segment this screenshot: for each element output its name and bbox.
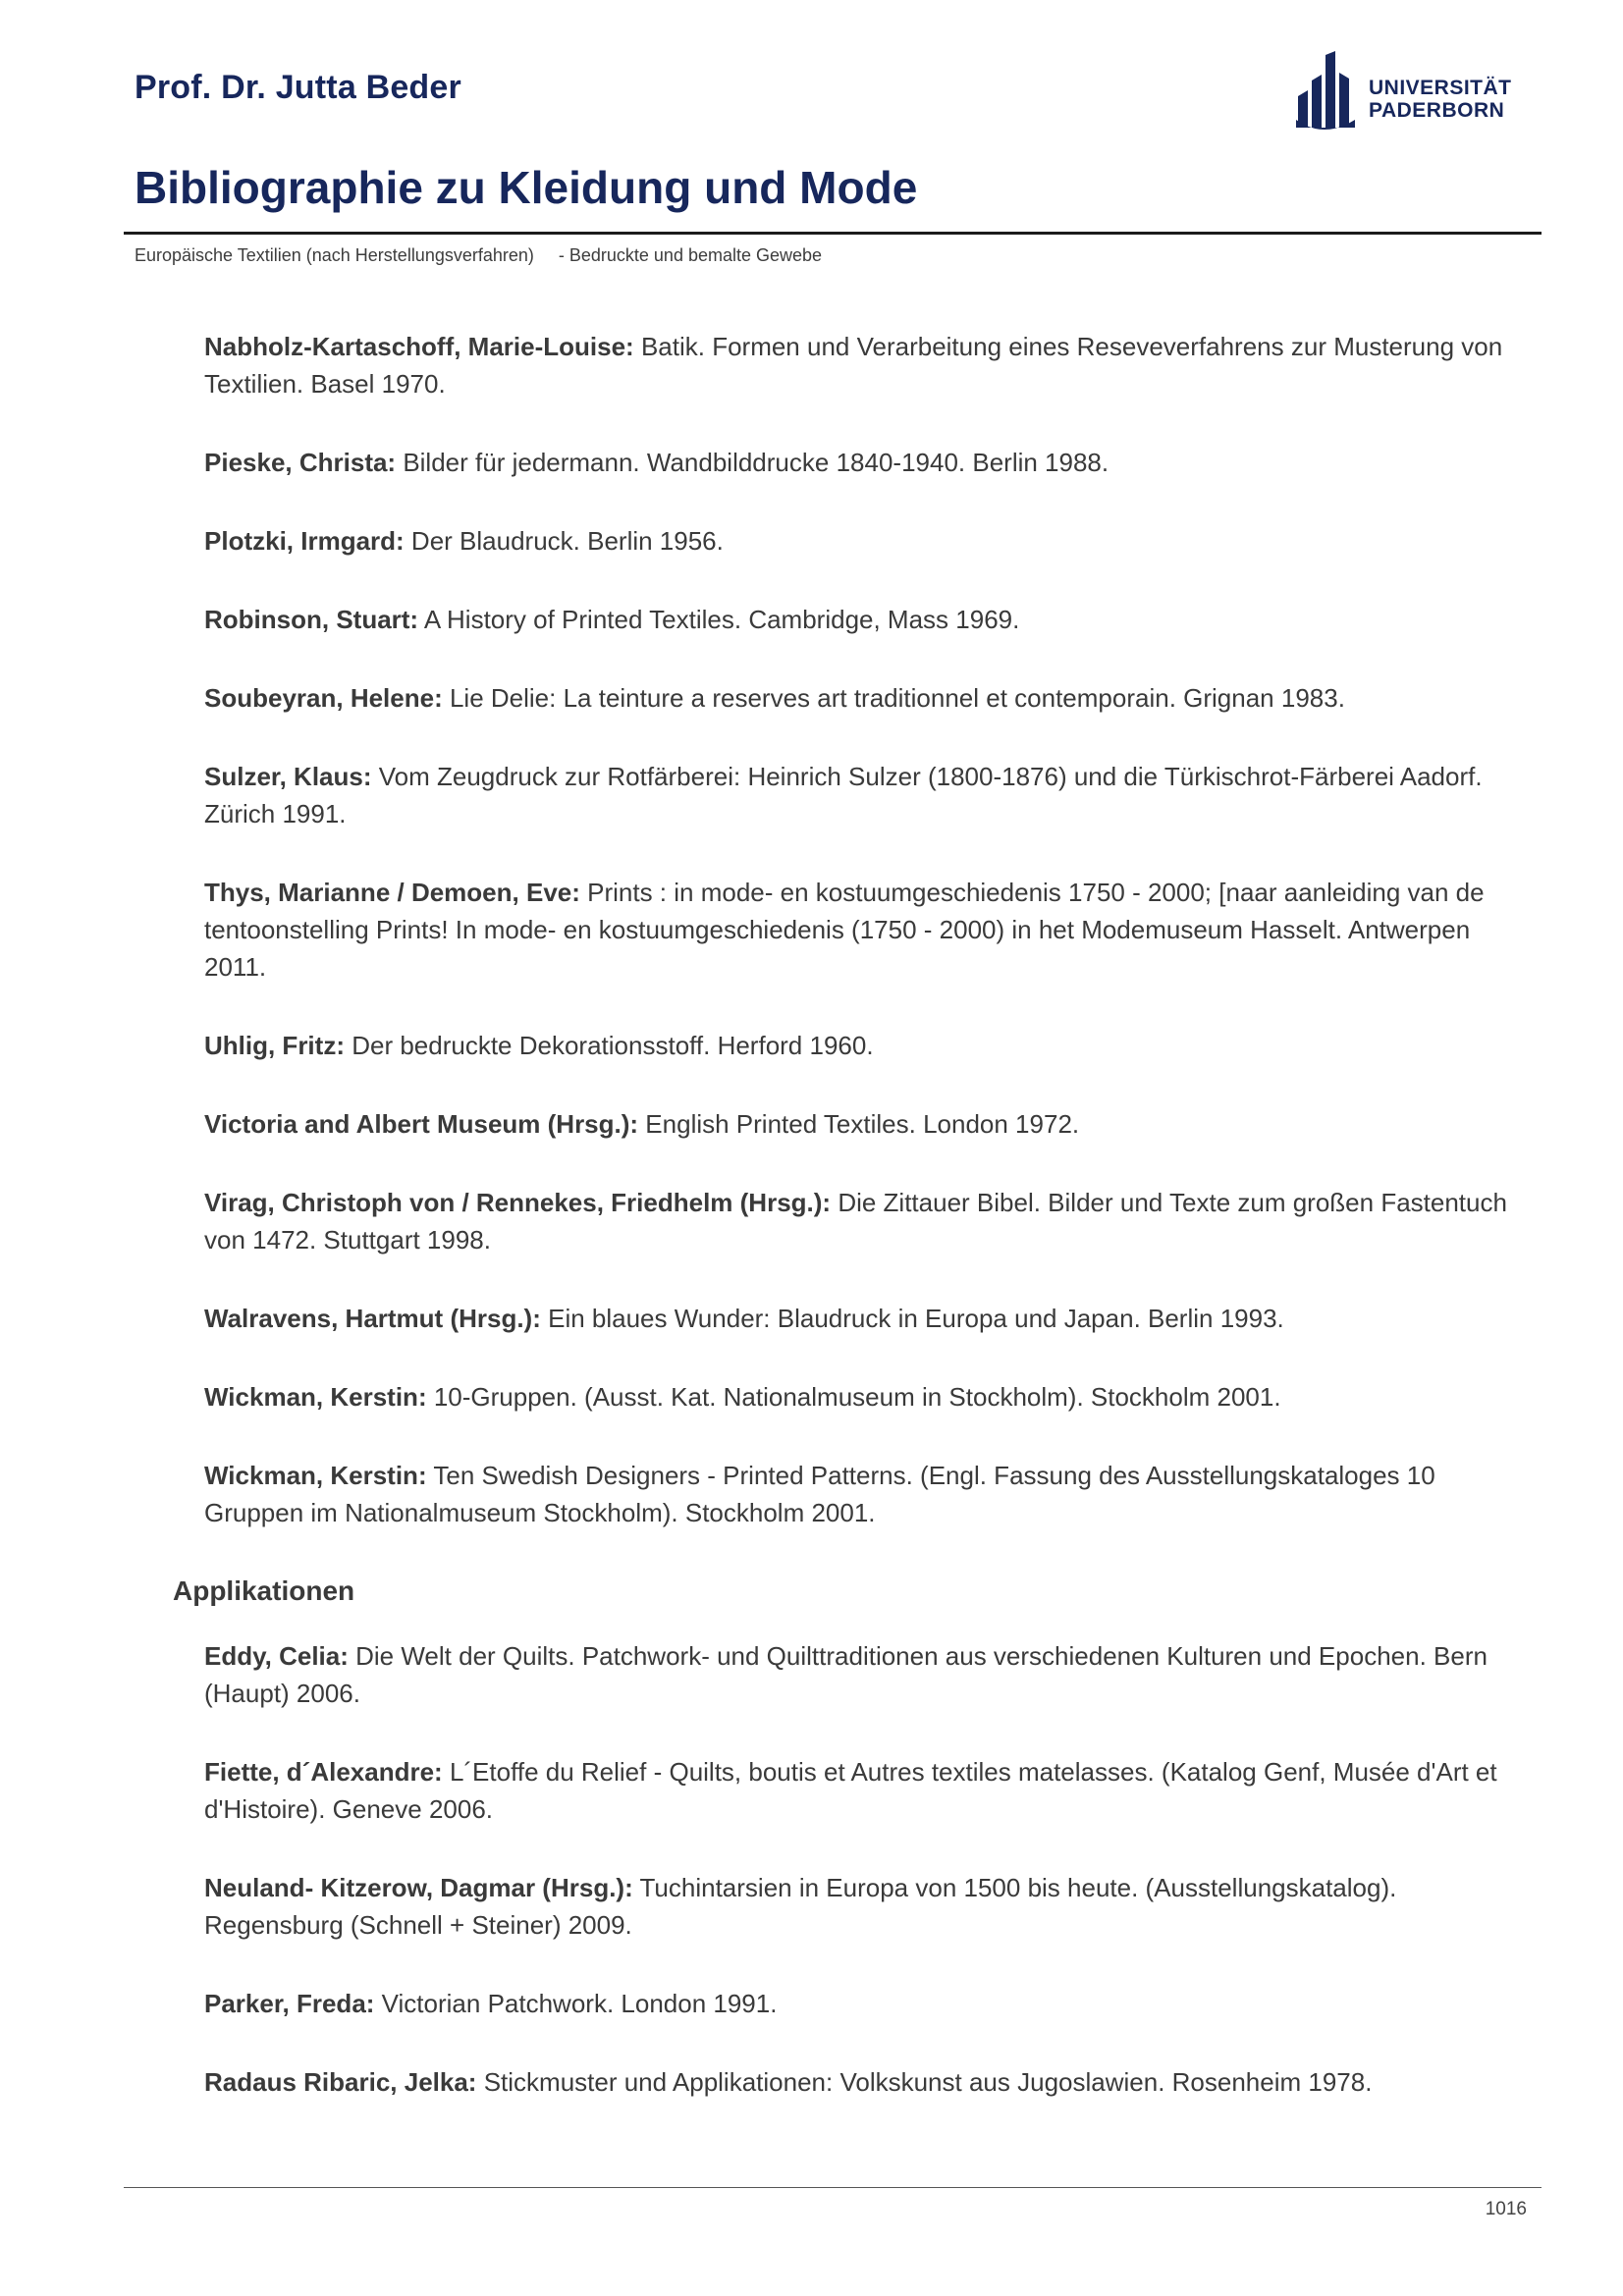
entry-author: Sulzer, Klaus: — [204, 762, 372, 791]
footer-divider — [124, 2187, 1542, 2188]
section-heading-applikationen: Applikationen — [173, 1575, 355, 1606]
bibliography-entry — [204, 1985, 1533, 2022]
entry-author: Soubeyran, Helene: — [204, 683, 443, 713]
logo-line-1: UNIVERSITÄT — [1369, 77, 1512, 99]
entry-text: A History of Printed Textiles. Cambridge, Mass 1969. — [418, 605, 1020, 634]
bibliography-entry — [204, 1869, 1533, 1944]
bibliography-entry — [204, 444, 1533, 481]
entry-text: 10-Gruppen. (Ausst. Kat. Nationalmuseum in Stockholm). Stockholm 2001. — [426, 1382, 1281, 1412]
entry-text: Tuchintarsien in Europa von 1500 bis heute. (Ausstellungskatalog). Regensburg (Schnell + Steiner) 2009. — [204, 1873, 1397, 1940]
entry-author: Walravens, Hartmut (Hrsg.): — [204, 1304, 541, 1333]
entry-text: Stickmuster und Applikationen: Volkskunst aus Jugoslawien. Rosenheim 1978. — [476, 2067, 1373, 2097]
entry-text: Der Blaudruck. Berlin 1956. — [404, 526, 724, 556]
university-logo — [1294, 51, 1530, 135]
entry-text: Lie Delie: La teinture a reserves art traditionnel et contemporain. Grignan 1983. — [442, 683, 1345, 713]
university-logo-icon — [1294, 51, 1363, 130]
bibliography-content — [173, 328, 1533, 2142]
entry-author: Radaus Ribaric, Jelka: — [204, 2067, 477, 2097]
entry-author: Pieske, Christa: — [204, 448, 397, 477]
bibliography-entry — [204, 874, 1533, 986]
applikationen-list — [173, 1637, 1533, 2101]
bibliography-entry — [204, 1027, 1533, 1064]
entry-author: Parker, Freda: — [204, 1989, 375, 2018]
breadcrumb: Europäische Textilien (nach Herstellungsverfahren) - Bedruckte und bemalte Gewebe — [135, 245, 823, 265]
entry-author: Neuland- Kitzerow, Dagmar (Hrsg.): — [204, 1873, 633, 1902]
entry-text: Ten Swedish Designers - Printed Patterns. (Engl. Fassung des Ausstellungskataloges 10 Gruppen im Nationalmuseum Stockholm). Stockholm 2001. — [204, 1461, 1435, 1527]
entry-author: Nabholz-Kartaschoff, Marie-Louise: — [204, 332, 634, 361]
university-logo-text — [1369, 77, 1512, 122]
logo-line-2: PADERBORN — [1369, 99, 1505, 122]
entry-text: Die Welt der Quilts. Patchwork- und Quilttraditionen aus verschiedenen Kulturen und Epochen. Bern (Haupt) 2006. — [204, 1641, 1488, 1708]
entry-author: Uhlig, Fritz: — [204, 1031, 345, 1060]
bibliography-entry — [204, 2063, 1533, 2101]
bibliography-entry — [204, 1753, 1533, 1828]
page-number: 1016 — [1485, 2199, 1527, 2219]
bibliography-entry — [204, 1457, 1533, 1531]
bibliography-entry — [204, 758, 1533, 832]
entry-text: Victorian Patchwork. London 1991. — [374, 1989, 778, 2018]
bibliography-entry — [204, 522, 1533, 560]
bibliography-entry — [204, 679, 1533, 717]
bibliography-entry — [204, 328, 1533, 402]
entry-author: Wickman, Kerstin: — [204, 1382, 427, 1412]
author-name: Prof. Dr. Jutta Beder — [135, 69, 461, 106]
entry-author: Virag, Christoph von / Rennekes, Friedhelm (Hrsg.): — [204, 1188, 832, 1217]
entry-author: Eddy, Celia: — [204, 1641, 349, 1671]
entry-text: L´Etoffe du Relief - Quilts, boutis et Autres textiles matelasses. (Katalog Genf, Musée d'Art et d'Histoire). Geneve 2006. — [204, 1757, 1497, 1824]
entry-text: Prints : in mode- en kostuumgeschiedenis 1750 - 2000; [naar aanleiding van de tentoonstelling Prints! In mode- en kostuumgeschiedenis (1750 - 2000) in het Modemuseum Hasselt. Antwerpen 2011. — [204, 878, 1485, 982]
bibliography-entry — [204, 1637, 1533, 1712]
entry-author: Thys, Marianne / Demoen, Eve: — [204, 878, 580, 907]
entry-author: Victoria and Albert Museum (Hrsg.): — [204, 1109, 639, 1139]
printed-textiles-list — [173, 328, 1533, 1531]
bibliography-entry — [204, 1300, 1533, 1337]
entry-text: Die Zittauer Bibel. Bilder und Texte zum großen Fastentuch von 1472. Stuttgart 1998. — [204, 1188, 1507, 1255]
document-title: Bibliographie zu Kleidung und Mode — [135, 162, 918, 213]
entry-text: Der bedruckte Dekorationsstoff. Herford 1960. — [344, 1031, 874, 1060]
entry-text: Vom Zeugdruck zur Rotfärberei: Heinrich Sulzer (1800-1876) und die Türkischrot-Färberei Aadorf. Zürich 1991. — [204, 762, 1483, 828]
bibliography-entry — [204, 1184, 1533, 1258]
entry-text: English Printed Textiles. London 1972. — [638, 1109, 1080, 1139]
bibliography-entry — [204, 1378, 1533, 1415]
entry-author: Plotzki, Irmgard: — [204, 526, 405, 556]
entry-author: Robinson, Stuart: — [204, 605, 419, 634]
entry-text: Ein blaues Wunder: Blaudruck in Europa und Japan. Berlin 1993. — [540, 1304, 1284, 1333]
entry-author: Fiette, d´Alexandre: — [204, 1757, 443, 1787]
entry-text: Batik. Formen und Verarbeitung eines Reseveverfahrens zur Musterung von Textilien. Basel 1970. — [204, 332, 1503, 399]
title-divider — [124, 232, 1542, 235]
bibliography-entry — [204, 1105, 1533, 1143]
bibliography-entry — [204, 601, 1533, 638]
entry-text: Bilder für jedermann. Wandbilddrucke 1840-1940. Berlin 1988. — [396, 448, 1109, 477]
entry-author: Wickman, Kerstin: — [204, 1461, 427, 1490]
